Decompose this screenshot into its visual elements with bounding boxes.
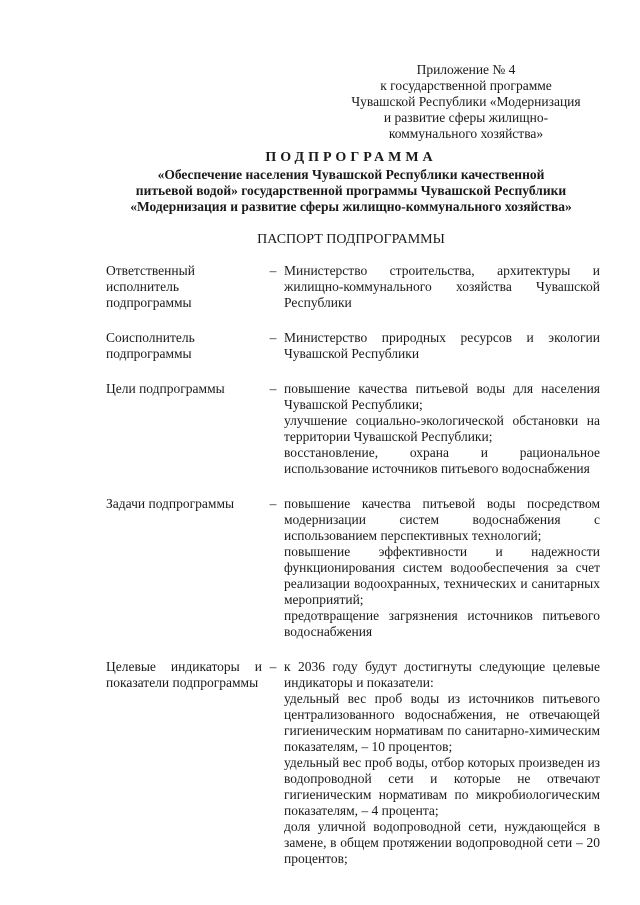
row-item: повышение качества питьевой воды посредством модернизации систем водоснабжения с использованием перспективных технологий; (284, 496, 600, 543)
row-dash: – (269, 330, 277, 345)
row-item: повышение качества питьевой воды для населения Чувашской Республики; (284, 381, 600, 412)
row-label: Задачи подпрограммы (106, 496, 235, 511)
row-item: доля уличной водопроводной сети, нуждающейся в замене, в общем протяжении водопроводной сети – 20 процентов; (284, 819, 600, 866)
row-item: Министерство строительства, архитектуры и жилищно-коммунального хозяйства Чувашской Республики (284, 263, 600, 310)
passport-row-coexecutor (106, 330, 600, 362)
row-item: улучшение социально-экологической обстановки на территории Чувашской Республики; (284, 413, 600, 444)
row-label: Ответственный исполнитель подпрограммы (106, 263, 195, 310)
row-dash: – (269, 381, 277, 396)
appendix-note (330, 62, 602, 142)
row-dash: – (269, 263, 277, 278)
row-content (284, 496, 600, 640)
row-dash: – (269, 496, 277, 511)
passport-row-indicators (106, 659, 600, 867)
appendix-line: Чувашской Республики «Модернизация (351, 94, 581, 109)
subprogram-title (96, 150, 606, 215)
subprogram-title-line: «Обеспечение населения Чувашской Республики качественной (157, 167, 545, 182)
appendix-line: и развитие сферы жилищно- (383, 110, 549, 125)
row-item: к 2036 году будут достигнуты следующие целевые индикаторы и показатели: (284, 659, 600, 690)
row-content (284, 659, 600, 867)
row-item: повышение эффективности и надежности функционирования систем водообеспечения за счет реализации водоохранных, технических и санитарных мероприятий; (284, 544, 600, 607)
row-item: удельный вес проб воды из источников питьевого централизованного водоснабжения, не отвечающей гигиеническим нормативам по санитарно-химическим показателям, – 10 процентов; (284, 691, 600, 754)
row-item: удельный вес проб воды, отбор которых произведен из водопроводной сети и которые не отвечают гигиеническим нормативам по микробиологическим показателям, – 4 процента; (284, 755, 600, 818)
row-label: Целевые индикаторы и показатели подпрограммы (106, 659, 262, 690)
row-content (284, 330, 600, 362)
row-content (284, 263, 600, 311)
row-item: предотвращение загрязнения источников питьевого водоснабжения (284, 608, 600, 639)
row-label: Цели подпрограммы (106, 381, 225, 396)
appendix-line: к государственной программе (380, 78, 552, 93)
row-item: Министерство природных ресурсов и экологии Чувашской Республики (284, 330, 600, 361)
passport-heading: ПАСПОРТ ПОДПРОГРАММЫ (257, 232, 445, 247)
subprogram-heading: ПОДПРОГРАММА (265, 150, 437, 165)
row-content (284, 381, 600, 477)
appendix-line: коммунального хозяйства» (388, 126, 544, 141)
passport-table (106, 263, 600, 867)
row-dash: – (269, 659, 277, 674)
row-item: восстановление, охрана и рациональное использование источников питьевого водоснабжения (284, 445, 600, 476)
appendix-line: Приложение № 4 (416, 62, 516, 77)
subprogram-title-line: «Модернизация и развитие сферы жилищно-коммунального хозяйства» (130, 199, 572, 214)
subprogram-title-line: питьевой водой» государственной программы Чувашской Республики (135, 183, 567, 198)
passport-row-goals (106, 381, 600, 477)
passport-row-tasks (106, 496, 600, 640)
passport-row-executor (106, 263, 600, 311)
row-label: Соисполнитель подпрограммы (106, 330, 195, 361)
